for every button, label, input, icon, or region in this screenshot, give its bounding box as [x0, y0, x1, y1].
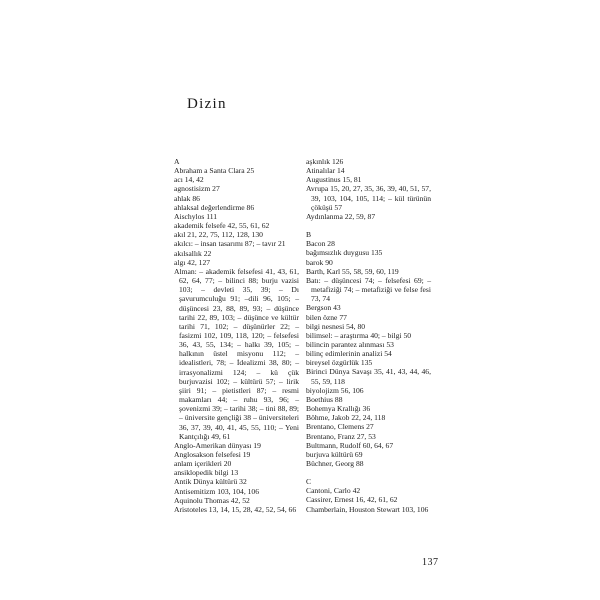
index-entry: Anglo-Amerikan dünyası 19 [174, 440, 261, 450]
index-entry: bilgi nesnesi 54, 80 [306, 321, 366, 331]
index-entry: bilincin parantez alınması 53 [306, 339, 394, 349]
index-entry: Augustinus 15, 81 [306, 175, 362, 185]
index-entry: Batı: – düşüncesi 74; – felsefesi 69; – metafiziği 74; – metafiziği ve felse fesi 73, 74 [306, 275, 431, 304]
index-entry: akıl 21, 22, 75, 112, 128, 130 [174, 230, 263, 240]
index-entry: Bacon 28 [306, 239, 335, 249]
index-entry: aşkınlık 126 [306, 157, 344, 166]
index-entry: Bohemya Krallığı 36 [306, 404, 371, 414]
index-entry: Antisemitizm 103, 104, 106 [174, 486, 260, 496]
index-entry: Avrupa 15, 20, 27, 35, 36, 39, 40, 51, 57, 39, 103, 104, 105, 114; – kül türünün çöküşü 57 [306, 184, 431, 212]
index-entry: Bergson 43 [306, 303, 341, 313]
index-entry: anlam içerikleri 20 [174, 459, 232, 469]
index-entry: Büchner, Georg 88 [306, 459, 364, 468]
index-entry: Cassirer, Ernest 16, 42, 61, 62 [306, 495, 398, 505]
index-entry: Aischylos 111 [174, 211, 218, 221]
index-entry: algı 42, 127 [174, 257, 211, 267]
index-entry: Birinci Dünya Savaşı 35, 41, 43, 44, 46, 55, 59, 118 [306, 367, 431, 386]
index-entry: Aristoteles 13, 14, 15, 28, 42, 52, 54, 66 [174, 504, 297, 514]
index-entry: akılsallık 22 [174, 248, 212, 258]
index-entry: Boethius 88 [306, 394, 343, 404]
index-entry: bağımsızlık duygusu 135 [306, 248, 383, 258]
page-number: 137 [422, 557, 439, 568]
index-entry: burjuva kültürü 69 [306, 449, 363, 459]
index-entry: Barth, Karl 55, 58, 59, 60, 119 [306, 266, 399, 276]
index-entry: acı 14, 42 [174, 175, 204, 185]
index-entry: bilimsel: – araştırma 40; – bilgi 50 [306, 330, 412, 340]
index-entry: Abraham a Santa Clara 25 [174, 166, 255, 176]
index-entry: ahlak 86 [174, 193, 200, 203]
index-entry: ahlaksal değerlendirme 86 [174, 202, 255, 212]
index-entry: Aydınlanma 22, 59, 87 [306, 211, 376, 221]
index-entry: Chamberlain, Houston Stewart 103, 106 [306, 504, 429, 514]
index-entry: Böhme, Jakob 22, 24, 118 [306, 413, 386, 423]
index-entry: Brentano, Franz 27, 53 [306, 431, 376, 441]
index-entry: barok 90 [306, 257, 333, 267]
index-entry: Atinalılar 14 [306, 166, 345, 176]
index-entry: Aquinolu Thomas 42, 52 [174, 495, 250, 505]
index-entry: Alman: – akademik felsefesi 41, 43, 61, 62, 64, 77; – bilinci 88; burju vazisi 103; – devleti 35, 39; – Dı şavurumculuğu 91; –dili 96, 105; – düşüncesi 23, 88, 89, 93; – düşünce tarihi 22, 89, 103; – düşünce ve kültür tarihi 71, 102; – düşünürler 22; – fasizmi 102, 109, 118, 120; – felsefesi 36, 43, 55, 134; – halkı 39, 105; – halkının üstel misyonu 112; – idealistleri, 78; – İdealizmi 38, 80; – irrasyonalizmi 124; – kü çük burjuvazisi 102; – kültürü 57; – lirik şiiri 91; – pietistleri 87; – resmi makamları 44; – ruhu 93, 96; – şovenizmi 39; – tarihi 38; – tini 88, 89; – üniversite gençliği 38 – üniversiteleri 36, 37, 39, 40, 41, 45, 55, 110; – Yeni Kantçılığı 49, 61 [174, 266, 299, 441]
index-column-right [306, 157, 431, 514]
index-entry: ansiklopedik bilgi 13 [174, 468, 239, 478]
index-entry: bireysel özgürlük 135 [306, 358, 373, 368]
index-section-letter: C [306, 477, 312, 487]
index-entry: Antik Dünya kültürü 32 [174, 477, 247, 487]
index-entry: Bultmann, Rudolf 60, 64, 67 [306, 440, 394, 450]
index-entry: bilinç edimlerinin analizi 54 [306, 349, 392, 359]
index-entry: Anglosakson felsefesi 19 [174, 450, 251, 459]
index-entry: agnostisizm 27 [174, 184, 220, 194]
index-entry: akademik felsefe 42, 55, 61, 62 [174, 221, 270, 231]
index-entry: bilen özne 77 [306, 312, 347, 322]
index-section-letter: B [306, 230, 312, 240]
index-entry: akılcı: – insan tasarımı 87; – tavır 21 [174, 239, 286, 249]
index-entry: Brentano, Clemens 27 [306, 422, 374, 432]
index-section-letter: A [174, 157, 180, 166]
page-title: Dizin [187, 96, 227, 112]
index-column-left [174, 157, 299, 514]
index-entry: biyolojizm 56, 106 [306, 385, 364, 395]
index-entry: Cantoni, Carlo 42 [306, 486, 361, 496]
